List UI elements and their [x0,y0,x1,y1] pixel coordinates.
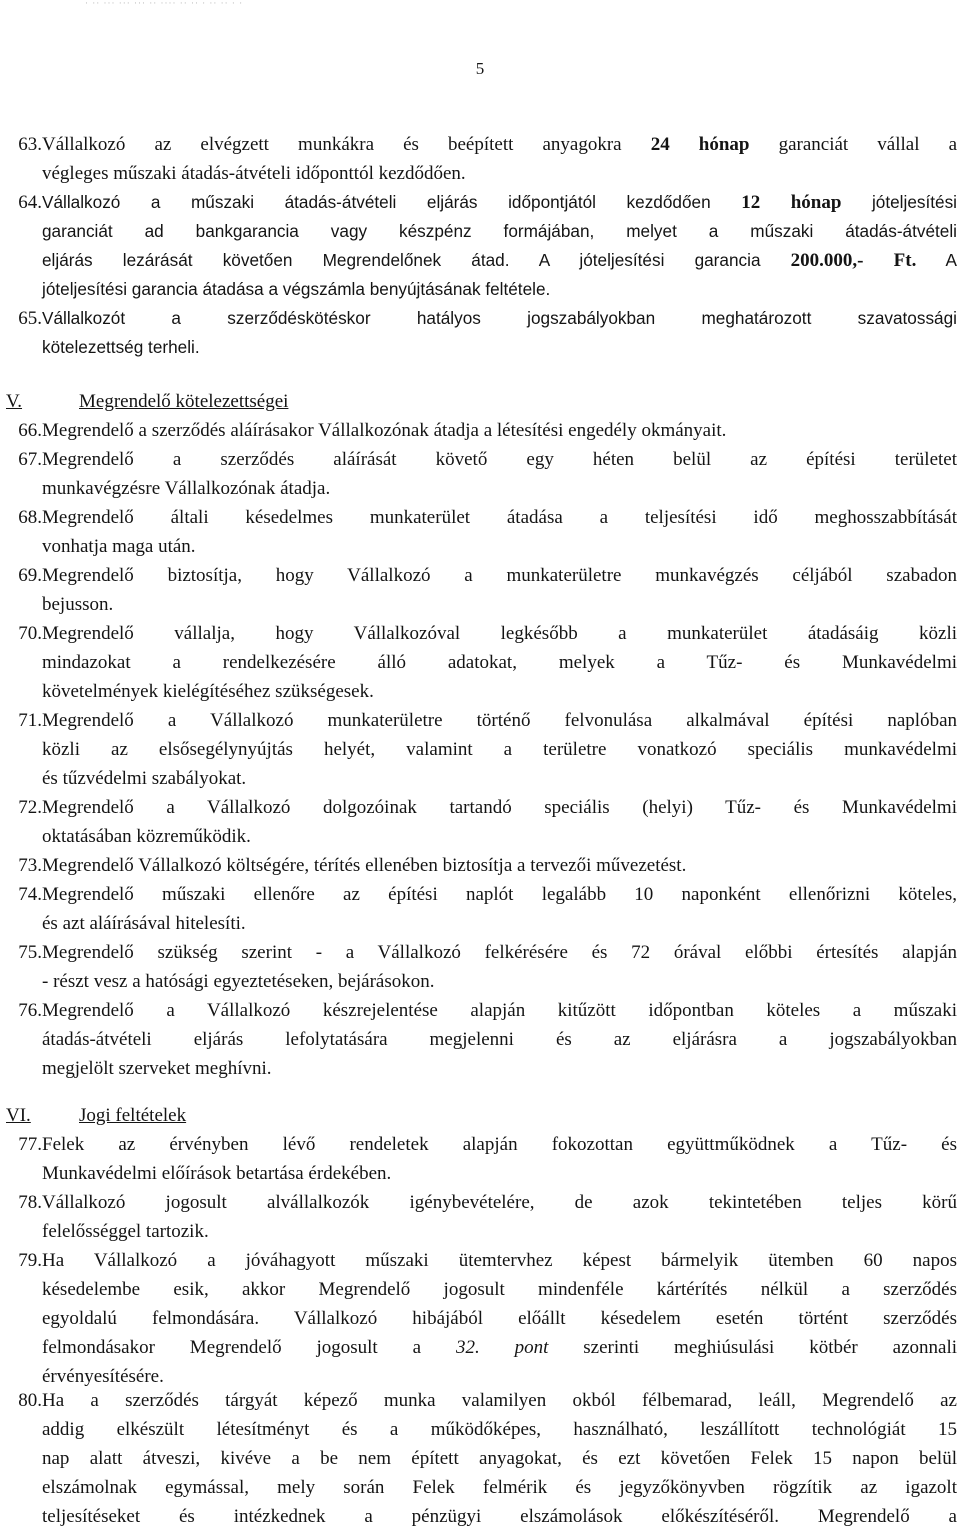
paragraph-line: érvényesítésére. [42,1366,164,1387]
paragraph-line: Megrendelő a Vállalkozó készrejelentése alapján kitűzött időpontban köteles a műszaki [42,1000,957,1021]
paragraph-number: 66. [18,420,42,441]
paragraph-line: Megrendelő műszaki ellenőre az építési naplót legalább 10 naponként ellenőrizni köteles, [42,884,957,905]
paragraph-number: 67. [18,449,42,470]
paragraph-line: - részt vesz a hatósági egyeztetéseken, bejárásokon. [42,971,435,992]
paragraph-number: 80. [18,1390,42,1411]
bold-term: 24 hónap [650,134,750,155]
paragraph-number: 76. [18,1000,42,1021]
paragraph-number: 75. [18,942,42,963]
paragraph-line: átadás-átvételi eljárás lefolytatására megjelenni és az eljárásra a jogszabályokban [42,1029,957,1050]
paragraph-line: és azt aláírásával hitelesíti. [42,913,246,934]
paragraph-line: Megrendelő biztosítja, hogy Vállalkozó a munkaterületre munkavégzés céljából szabadon [42,565,957,586]
paragraph-line: felelősséggel tartozik. [42,1221,209,1242]
paragraph-line: Megrendelő a Vállalkozó munkaterületre történő felvonulása alkalmával építési naplóban [42,710,957,731]
paragraph-line: bejusson. [42,594,114,615]
paragraph-line: közli az elsősegélynyújtás helyét, valamint a területre vonatkozó speciális munkavédelmi [42,739,957,760]
paragraph-line: garanciát ad bankgarancia vagy készpénz formájában, melyet a műszaki átadás-átvételi [42,221,957,241]
paragraph-line: mindazokat a rendelkezésére álló adatokat, melyek a Tűz- és Munkavédelmi [42,652,957,673]
paragraph-line: Megrendelő a szerződés aláírását követő egy héten belül az építési területet [42,449,957,470]
paragraph-line: megjelölt szerveket meghívni. [42,1058,272,1079]
paragraph-number: 79. [18,1250,42,1271]
paragraph-number: 64. [18,192,42,213]
page-header-marks: · ·· ··· ··· ··· ·· ···· ·· ·· · ·· ·· · · [85,0,244,6]
paragraph-line: oktatásában közreműködik. [42,826,251,847]
paragraph-line: és tűzvédelmi szabályokat. [42,768,247,789]
paragraph-line: Megrendelő a Vállalkozó dolgozóinak tartandó speciális (helyi) Tűz- és Munkavédelmi [42,797,957,818]
paragraph-number: 73. [18,855,42,876]
paragraph-line: Megrendelő Vállalkozó költségére, térítés ellenében biztosítja a tervezői művezetést. [42,855,687,876]
paragraph-line: nap alatt átveszi, kivéve a be nem épített anyagokat, és ezt követően Felek 15 napon belül [42,1448,957,1469]
section-title: Megrendelő kötelezettségei [79,391,289,412]
paragraph-line: felmondásakor Megrendelő jogosult a 32. pont szerinti meghiúsulási kötbér azonnali [42,1337,958,1358]
paragraph-line: Megrendelő a szerződés aláírásakor Vállalkozónak átadja a létesítési engedély okmányait. [42,420,727,441]
section-number: V. [6,391,23,412]
paragraph-line: kötelezettség terheli. [42,337,200,357]
paragraph-number: 74. [18,884,42,905]
paragraph-line: munkavégzésre Vállalkozónak átadja. [42,478,331,499]
page-number: 5 [475,59,485,78]
paragraph-line: Munkavédelmi előírások betartása érdekében. [42,1163,392,1184]
paragraph-line: Ha Vállalkozó a jóváhagyott műszaki ütemtervhez képest bármelyik ütemben 60 napos [42,1250,957,1271]
paragraph-line: jóteljesítési garancia átadása a végszámla benyújtásának feltétele. [42,279,551,299]
paragraph-line: Vállalkozó jogosult alvállalkozók igénybevételére, de azok tekintetében teljes körű [42,1192,957,1213]
paragraph-line: Megrendelő vállalja, hogy Vállalkozóval legkésőbb a munkaterület átadásáig közli [42,623,957,644]
paragraph-line: vonhatja maga után. [42,536,196,557]
italic-reference: 32. pont [455,1337,549,1358]
paragraph-line: Felek az érvényben lévő rendeletek alapján fokozottan együttműködnek a Tűz- és [42,1134,957,1155]
paragraph-line: eljárás lezárását követően Megrendelőnek átad. A jóteljesítési garancia 200.000,- Ft. A [42,250,958,271]
paragraph-line: Ha a szerződés tárgyát képező munka valamilyen okból félbemarad, leáll, Megrendelő az [42,1390,957,1411]
paragraph-line: követelmények kielégítéséhez szükségesek. [42,681,374,702]
paragraph-line: Vállalkozó az elvégzett munkákra és beépített anyagokra 24 hónap garanciát vállal a [42,134,957,155]
paragraph-number: 65. [18,308,42,329]
paragraph-number: 68. [18,507,42,528]
bold-amount: 200.000,- Ft. [790,250,917,271]
paragraph-line: Megrendelő általi késedelmes munkaterület átadása a teljesítési idő meghosszabbítását [42,507,957,528]
paragraph-number: 78. [18,1192,42,1213]
bold-term: 12 hónap [741,192,842,213]
paragraph-line: teljesítéseket és intézkednek a pénzügyi elszámolások előkészítéséről. Megrendelő a [42,1506,957,1527]
paragraph-line: Vállalkozó a műszaki átadás-átvételi eljárás időpontjától kezdődően 12 hónap jóteljesítési [42,192,957,213]
paragraph-line: elszámolnak egymással, mely során Felek felmérik és jegyzőkönyvben rögzítik az igazolt [42,1477,957,1498]
section-title: Jogi feltételek [79,1105,187,1126]
paragraph-number: 77. [18,1134,42,1155]
paragraph-number: 71. [18,710,42,731]
section-number: VI. [6,1105,31,1126]
paragraph-line: késedelembe esik, akkor Megrendelő jogosult mindenféle kártérítés nélkül a szerződés [42,1279,957,1300]
paragraph-line: Vállalkozót a szerződéskötéskor hatályos jogszabályokban meghatározott szavatossági [42,308,957,328]
paragraph-number: 69. [18,565,42,586]
paragraph-line: végleges műszaki átadás-átvételi időponttól kezdődően. [42,163,466,184]
paragraph-number: 63. [18,134,42,155]
paragraph-number: 70. [18,623,42,644]
paragraph-line: egyoldalú felmondására. Vállalkozó hibájából előállt késedelem esetén történt szerződés [42,1308,957,1329]
paragraph-line: Megrendelő szükség szerint - a Vállalkozó felkérésére és 72 órával előbbi értesítés alapján [42,942,957,963]
paragraph-line: addig elkészült létesítményt és a működőképes, használható, leszállított technológiát 15 [42,1419,957,1440]
paragraph-number: 72. [18,797,42,818]
